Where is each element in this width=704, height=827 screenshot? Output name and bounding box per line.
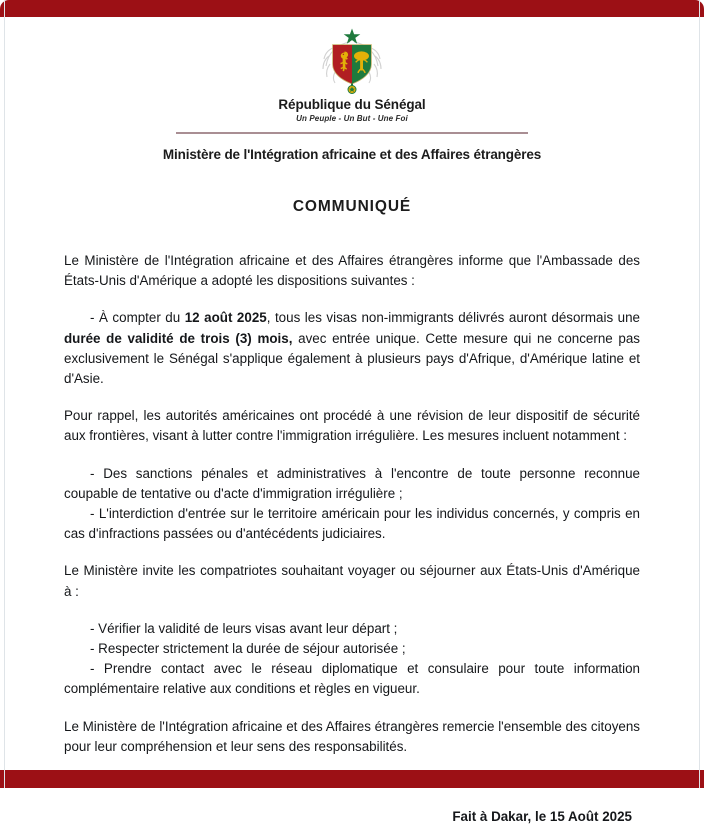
republic-motto: Un Peuple - Un But - Une Foi [296,114,408,123]
list-item: - Vérifier la validité de leurs visas avant leur départ ; [90,620,398,636]
visa-measure-lead: - À compter du [90,310,185,326]
senegal-coat-of-arms-icon [317,26,387,94]
paragraph-intro: Le Ministère de l'Intégration africaine et des Affaires étrangères informe que l'Ambassade des États-Unis d'Amérique a adopté les dispositions suivantes : [64,253,640,289]
page-title: COMMUNIQUÉ [292,198,412,215]
paragraph-closing: Le Ministère de l'Intégration africaine et des Affaires étrangères remercie l'ensemble des citoyens pour leur compréhension et leur sens des responsabilités. [64,718,640,754]
body-copy [64,251,640,827]
paragraph-reminder: Pour rappel, les autorités américaines ont procédé à une révision de leur dispositif de sécurité aux frontières, visant à lutter contre l'immigration irrégulière. Les mesures incluent notamment : [64,408,640,444]
recommendations-list [64,619,640,700]
top-accent-band [0,0,704,17]
document-content [0,17,704,827]
ministry-name: Ministère de l'Intégration africaine et des Affaires étrangères [162,147,542,162]
list-item: - Respecter strictement la durée de séjour autorisée ; [90,641,406,657]
visa-measure-tail: avec entrée unique. Cette mesure qui ne concerne pas exclusivement le Sénégal s'applique également à plusieurs pays d'Afrique, d'Amérique latine et d'Asie. [64,330,640,387]
paragraph-invitation: Le Ministère invite les compatriotes souhaitant voyager ou séjourner aux États-Unis d'Amérique à : [64,563,640,599]
list-item: - Prendre contact avec le réseau diplomatique et consulaire pour toute information complémentaire relative aux conditions et règles en vigueur. [64,661,640,697]
list-item: - L'interdiction d'entrée sur le territoire américain pour les individus concernés, y compris en cas d'infractions passées ou d'antécédents judiciaires. [64,506,640,542]
medal-icon [348,84,356,94]
header-divider [176,132,528,134]
measures-list [64,464,640,545]
validity-duration: durée de validité de trois (3) mois, [64,330,293,346]
effective-date: 12 août 2025 [184,310,267,326]
signoff-line: Fait à Dakar, le 15 Août 2025 [452,809,632,825]
masthead [64,17,640,162]
visa-measure-mid: , tous les visas non-immigrants délivrés auront désormais une [266,310,641,326]
green-star [344,29,361,44]
list-item: - Des sanctions pénales et administratives à l'encontre de toute personne reconnue coupable de tentative ou d'acte d'immigration irrégulière ; [64,465,640,501]
republic-name: République du Sénégal [278,97,426,112]
paragraph-visa-measure [64,308,640,389]
